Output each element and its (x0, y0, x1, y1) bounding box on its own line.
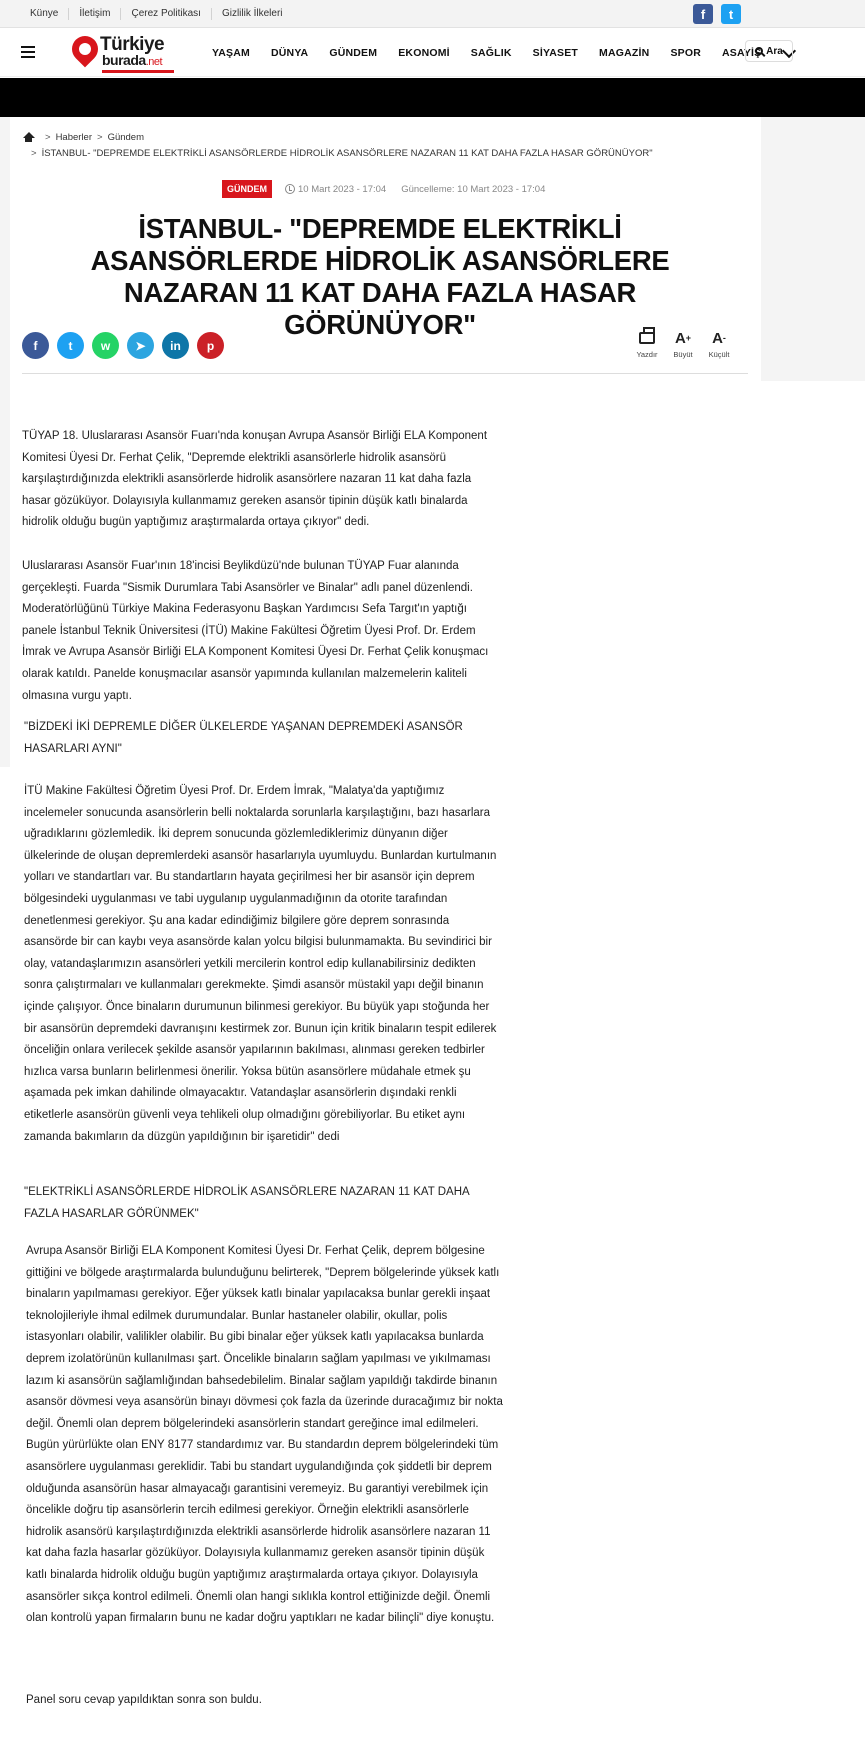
share-facebook-icon[interactable]: f (22, 332, 49, 359)
breadcrumb-haberler[interactable]: Haberler (55, 132, 92, 143)
left-gutter (0, 117, 10, 767)
nav-asayis[interactable]: ASAYİŞ (722, 46, 762, 59)
logo-text-2: burada.net (102, 52, 163, 68)
updated-date: Güncelleme: 10 Mart 2023 - 17:04 (401, 183, 546, 195)
nav-yasam[interactable]: YAŞAM (212, 46, 250, 59)
font-smaller-button[interactable]: A - Küçült (704, 328, 734, 359)
nav-dunya[interactable]: DÜNYA (270, 46, 309, 59)
font-bigger-button[interactable]: A + Büyüt (668, 328, 698, 359)
article-paragraph-4: Avrupa Asansör Birliği ELA Komponent Komitesi Üyesi Dr. Ferhat Çelik, deprem bölgesine gittiğini ve bölgede araştırmalarda bulunduğunu belirterek, "Deprem bölgelerinde yüksek katlı binaların yapılmaması gerekiyor. Eğer yüksek katlı binalar yapılacaksa bunlar gerekli inşaat teknolojileriyle ihmal edilmek durumundalar. Bunlar hastaneler olabilir, okullar, polis istasyonları olabilir, valilikler olabilir. Bu gibi binalar eğer yüksek katlı yapılacaksa bunlarda deprem izolatörünün kullanılması şart. Öncelikle binaların sağlam yapılması ve yıkılmaması lazım ki asansörün sağlamlığından bahsedebilelim. Binalar sağlam yapıldığı takdirde binanın asansör dövmesi veya asansörün binayı dövmesi çok fazla da üzerinde duracağımız bir nokta değil. Önemli olan deprem bölgelerindeki asansörlerin standart gereğince imal edilmeleri. Bugün yürürlükte olan ENY 8177 standardımız var. Bu standardın deprem bölgelerindeki tüm asansörlere uygulanması gereklidir. Tabi bu standart uygulandığında çok şiddetli bir deprem olduğunda asansörün hasar almayacağı garantisini veremeyiz. Bu garantiyi verebilmek için öncelikle doğru tip asansörlerin tercih edilmesi gerekiyor. Örneğin elektrikli asansörlerle hidrolik asansörü karşılaştırdığınızda elektrikli asansörlerde hidrolik asansörlere nazaran 11 kat daha fazla hasarlar gözüküyor. Dolayısıyla kullanmamız gereken asansör tipinin düşük katlı binalarda hidrolik olduğu bugün yaptığımız araştırmalarda ortaya çıkıyor. Dolayısıyla asansörler sıkça kontrol edilmeli. Önemli olan hangi sıklıkla kontrol ettiğinizde değil. Önemli olan kontrolü yapan firmaların bunu ne kadar doğru yaptıkları ne kadar bilinçli" diye konuştu. (26, 1245, 503, 1625)
printer-icon (639, 332, 655, 344)
article-meta (222, 180, 545, 198)
article-tools (632, 328, 734, 359)
published-date: 10 Mart 2023 - 17:04 (298, 183, 387, 195)
top-link-kunye[interactable]: Künye (20, 8, 69, 20)
article-paragraph-2: Uluslararası Asansör Fuar'ının 18'incisi Beylikdüzü'nde bulunan TÜYAP Fuar alanında gerçekleşti. Fuarda "Sismik Durumlara Tabi Asansörler ve Binalar" adlı panel düzenlendi. Moderatörlüğünü Türkiye Makina Federasyonu Başkan Yardımcısı Sefa Targıt'ın yaptığı panele İstanbul Teknik Üniversitesi (İTÜ) Makine Fakültesi Öğretim Üyesi Prof. Dr. Erdem İmrak ve Avrupa Asansör Birliği ELA Komponent Komitesi Üyesi Dr. Ferhat Çelik konuşmacı olarak katıldı. Panelde konuşmacılar asansör yapımında kullanılan malzemelerin kaliteli olmasına vurgu yaptı. (22, 560, 489, 702)
font-smaller-icon: A - (712, 329, 726, 347)
breadcrumb-current: > İSTANBUL- "DEPREMDE ELEKTRİKLİ ASANSÖRLERDE HİDROLİK ASANSÖRLERE NAZARAN 11 KAT DAHA FAZLA HASAR GÖRÜNÜYOR" (31, 148, 653, 159)
nav-saglik[interactable]: SAĞLIK (470, 46, 512, 59)
top-socials (693, 4, 741, 24)
share-linkedin-icon[interactable]: in (162, 332, 189, 359)
top-links (20, 0, 293, 28)
sidebar-placeholder (761, 117, 865, 381)
share-whatsapp-icon[interactable]: w (92, 332, 119, 359)
share-pinterest-icon[interactable]: p (197, 332, 224, 359)
nav-gundem[interactable]: GÜNDEM (329, 46, 378, 59)
clock-icon (285, 184, 295, 194)
article-subheading-1: "BİZDEKİ İKİ DEPREMLE DİĞER ÜLKELERDE YAŞANAN DEPREMDEKİ ASANSÖR HASARLARI AYNI" (24, 721, 463, 755)
breadcrumb: > Haberler > Gündem (22, 132, 144, 143)
ad-band (0, 78, 865, 117)
nav-siyaset[interactable]: SİYASET (532, 46, 579, 59)
article-paragraph-1: TÜYAP 18. Uluslararası Asansör Fuarı'nda konuşan Avrupa Asansör Birliği ELA Komponent Komitesi Üyesi Dr. Ferhat Çelik, "Depremde elektrikli asansörlerle hidrolik asansörü karşılaştırdığınızda elektrikli asansörlerde hidrolik asansörlere nazaran 11 kat daha fazla hasar gözüküyor. Dolayısıyla kullanmamız gereken asansör tipinin düşük katlı binalarda hidrolik olduğu bugün yaptığımız araştırmalarda ortaya çıkıyor" dedi. (22, 430, 488, 529)
logo-text-1: Türkiye (100, 34, 165, 55)
facebook-icon[interactable]: f (693, 4, 713, 24)
logo-strip (102, 70, 174, 73)
hamburger-menu-icon[interactable] (21, 46, 35, 58)
share-telegram-icon[interactable]: ➤ (127, 332, 154, 359)
print-button[interactable]: Yazdır (632, 328, 662, 359)
divider (22, 373, 748, 374)
nav-magazin[interactable]: MAGAZİN (599, 46, 650, 59)
twitter-icon[interactable]: t (721, 4, 741, 24)
top-link-cerez[interactable]: Çerez Politikası (121, 8, 211, 20)
logo-pin-icon (67, 31, 104, 68)
top-link-iletisim[interactable]: İletişim (69, 8, 121, 20)
top-link-gizlilik[interactable]: Gizlilik İlkeleri (221, 8, 283, 19)
font-bigger-icon: A + (674, 329, 692, 347)
breadcrumb-gundem[interactable]: Gündem (107, 132, 144, 143)
article-paragraph-3: İTÜ Makine Fakültesi Öğretim Üyesi Prof. Dr. Erdem İmrak, "Malatya'da yaptığımız incelemeler sonucunda asansörlerin belli noktalarda sorunlarla karşılaştığını, bazı hasarlara uğradıklarını gözlemledik. İki deprem sonucunda gözlemlediklerimiz dünyanın diğer ülkelerinde de oluşan depremlerdeki asansör hasarlarıyla uyumluydu. Bunlardan kurtulmanın yolları ve standartları var. Bu standartların hayata geçirilmesi her bir asansör için deprem bölgesindeki uygulanması ve tabi uygulanıp uygulanmadığının da otorite tarafından denetlenmesi gerekiyor. Şu ana kadar edindiğimiz bilgilere göre deprem sonrasında asansörde bir can kaybı veya asansörde kalan yolcu bilgisi bulunmamakta. Bu sevindirici bir olay, vatandaşlarımızın asansörleri yetkili mercilerin kontrol edip kullanabilirsiniz dedikten sonra çalıştırmaları ve kullanmaları gerekmekte. Şimdi asansör müstakil yapı değil binanın içinde çalışıyor. Önce binaların durumunun bilinmesi gerekiyor. Bu büyük yapı stoğunda her bir asansörün depremdeki davranışını kestirmek zor. Bunun için kritik binaların tespit edilerek önceliğin onlara verilecek şekilde asansör yapılarının bakılması, alınması gereken tedbirler hızlıca varsa bunların belirlenmesi önerilir. Yoksa bütün asansörlere müdahale etmek şu aşamada pek imkan dahilinde olmayacaktır. Vatandaşlar asansörlerin dışındaki renkli etiketlerle asansörün güvenli veya tehlikeli olup olmadığını görebiliyorlar. Bu etiket aynı zamanda bakımların da düzgün yapıldığının bir işaretidir" dedi (24, 785, 497, 1143)
main-menu (212, 28, 806, 77)
nav-ekonomi[interactable]: EKONOMİ (398, 46, 450, 59)
search-icon (755, 47, 763, 55)
article-paragraph-5: Panel soru cevap yapıldıktan sonra son buldu. (26, 1694, 262, 1706)
top-bar (0, 0, 865, 28)
category-badge[interactable]: GÜNDEM (222, 180, 272, 198)
home-icon[interactable] (22, 132, 35, 143)
search-button[interactable] (745, 40, 793, 62)
search-label: Ara (766, 45, 783, 57)
article-title: İSTANBUL- "DEPREMDE ELEKTRİKLİ ASANSÖRLERDE HİDROLİK ASANSÖRLERE NAZARAN 11 KAT DAHA FAZLA HASAR GÖRÜNÜYOR" (90, 213, 670, 340)
share-buttons (22, 332, 224, 359)
site-logo[interactable] (72, 32, 182, 74)
article-subheading-2: "ELEKTRİKLİ ASANSÖRLERDE HİDROLİK ASANSÖRLERE NAZARAN 11 KAT DAHA FAZLA HASARLAR GÖRÜNMEK" (24, 1186, 470, 1220)
share-twitter-icon[interactable]: t (57, 332, 84, 359)
main-header (0, 28, 865, 77)
nav-spor[interactable]: SPOR (670, 46, 702, 59)
